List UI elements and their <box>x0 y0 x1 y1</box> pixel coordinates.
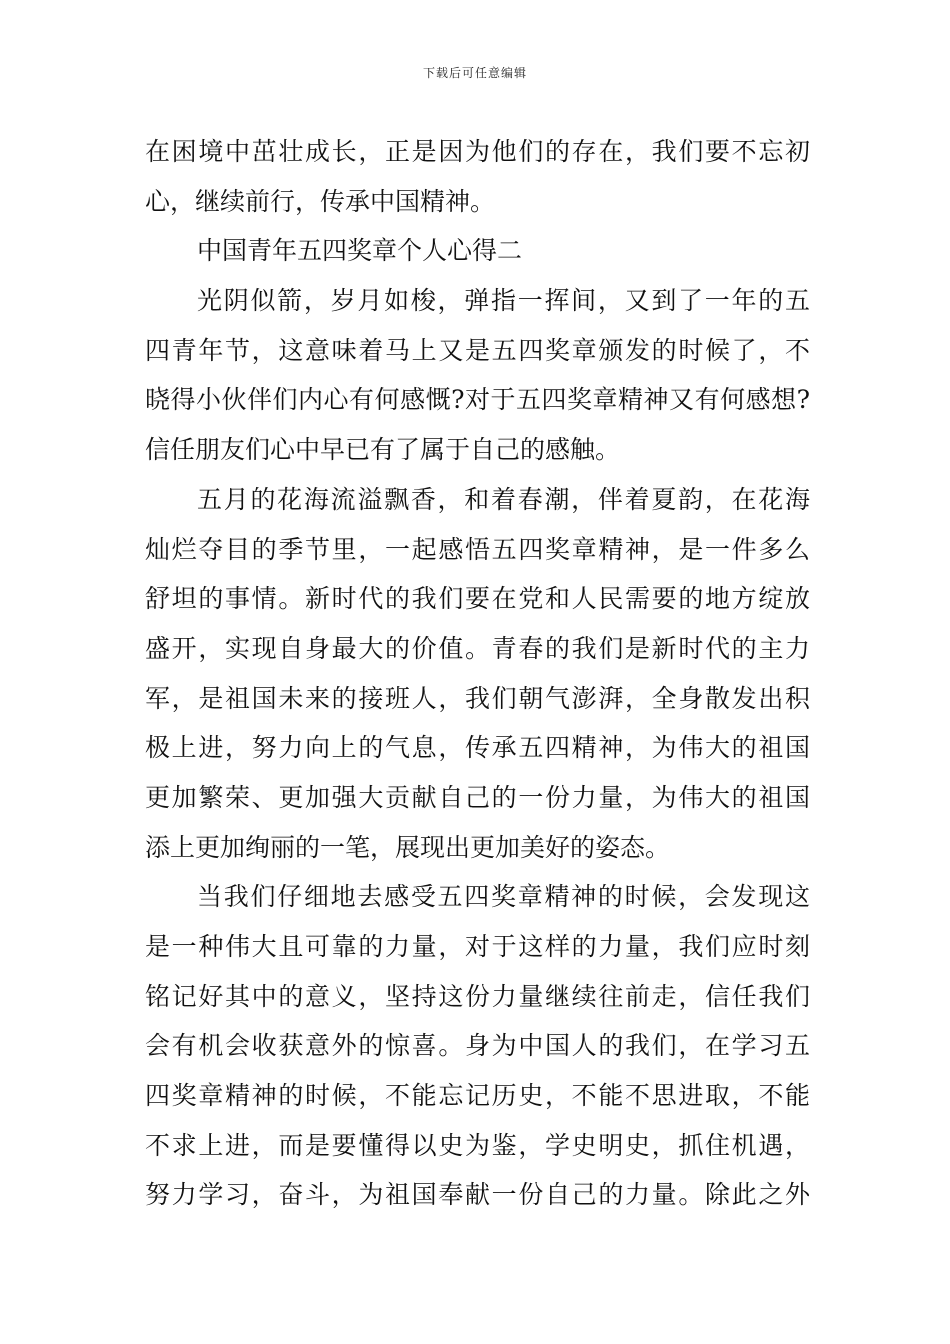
text-line: 会有机会收获意外的惊喜。身为中国人的我们，在学习五 <box>145 1031 810 1061</box>
text-line: 心，继续前行，传承中国精神。 <box>145 186 496 216</box>
text-line: 四青年节，这意味着马上又是五四奖章颁发的时候了，不 <box>145 335 810 365</box>
section-heading: 中国青年五四奖章个人心得二 <box>197 236 523 266</box>
text-line: 灿烂夺目的季节里，一起感悟五四奖章精神，是一件多么 <box>145 534 810 564</box>
text-line: 不求上进，而是要懂得以史为鉴，学史明史，抓住机遇， <box>145 1130 810 1160</box>
document-body <box>145 127 810 1220</box>
text-line: 极上进，努力向上的气息，传承五四精神，为伟大的祖国 <box>145 733 810 763</box>
text-line: 铭记好其中的意义，坚持这份力量继续往前走，信任我们 <box>145 981 810 1011</box>
text-line: 五月的花海流溢飘香，和着春潮，伴着夏韵，在花海 <box>197 484 810 514</box>
text-line: 是一种伟大且可靠的力量，对于这样的力量，我们应时刻 <box>145 932 810 961</box>
text-line: 添上更加绚丽的一笔，展现出更加美好的姿态。 <box>145 832 671 862</box>
text-line: 更加繁荣、更加强大贡献自己的一份力量，为伟大的祖国 <box>145 782 810 812</box>
text-line: 信任朋友们心中早已有了属于自己的感触。 <box>145 435 621 465</box>
text-line: 晓得小伙伴们内心有何感慨?对于五四奖章精神又有何感想? <box>145 385 810 415</box>
text-line: 当我们仔细地去感受五四奖章精神的时候，会发现这 <box>197 882 810 912</box>
text-line: 四奖章精神的时候，不能忘记历史，不能不思进取，不能 <box>145 1081 810 1111</box>
text-line: 努力学习，奋斗，为祖国奉献一份自己的力量。除此之外 <box>145 1180 810 1210</box>
text-line: 光阴似箭，岁月如梭，弹指一挥间，又到了一年的五 <box>197 286 810 316</box>
text-line: 军，是祖国未来的接班人，我们朝气澎湃，全身散发出积 <box>145 683 810 713</box>
page-header: 下载后可任意编辑 <box>422 66 527 80</box>
text-line: 在困境中茁壮成长，正是因为他们的存在，我们要不忘初 <box>145 137 810 166</box>
text-line: 盛开，实现自身最大的价值。青春的我们是新时代的主力 <box>145 633 810 663</box>
text-line: 舒坦的事情。新时代的我们要在党和人民需要的地方绽放 <box>145 584 810 614</box>
